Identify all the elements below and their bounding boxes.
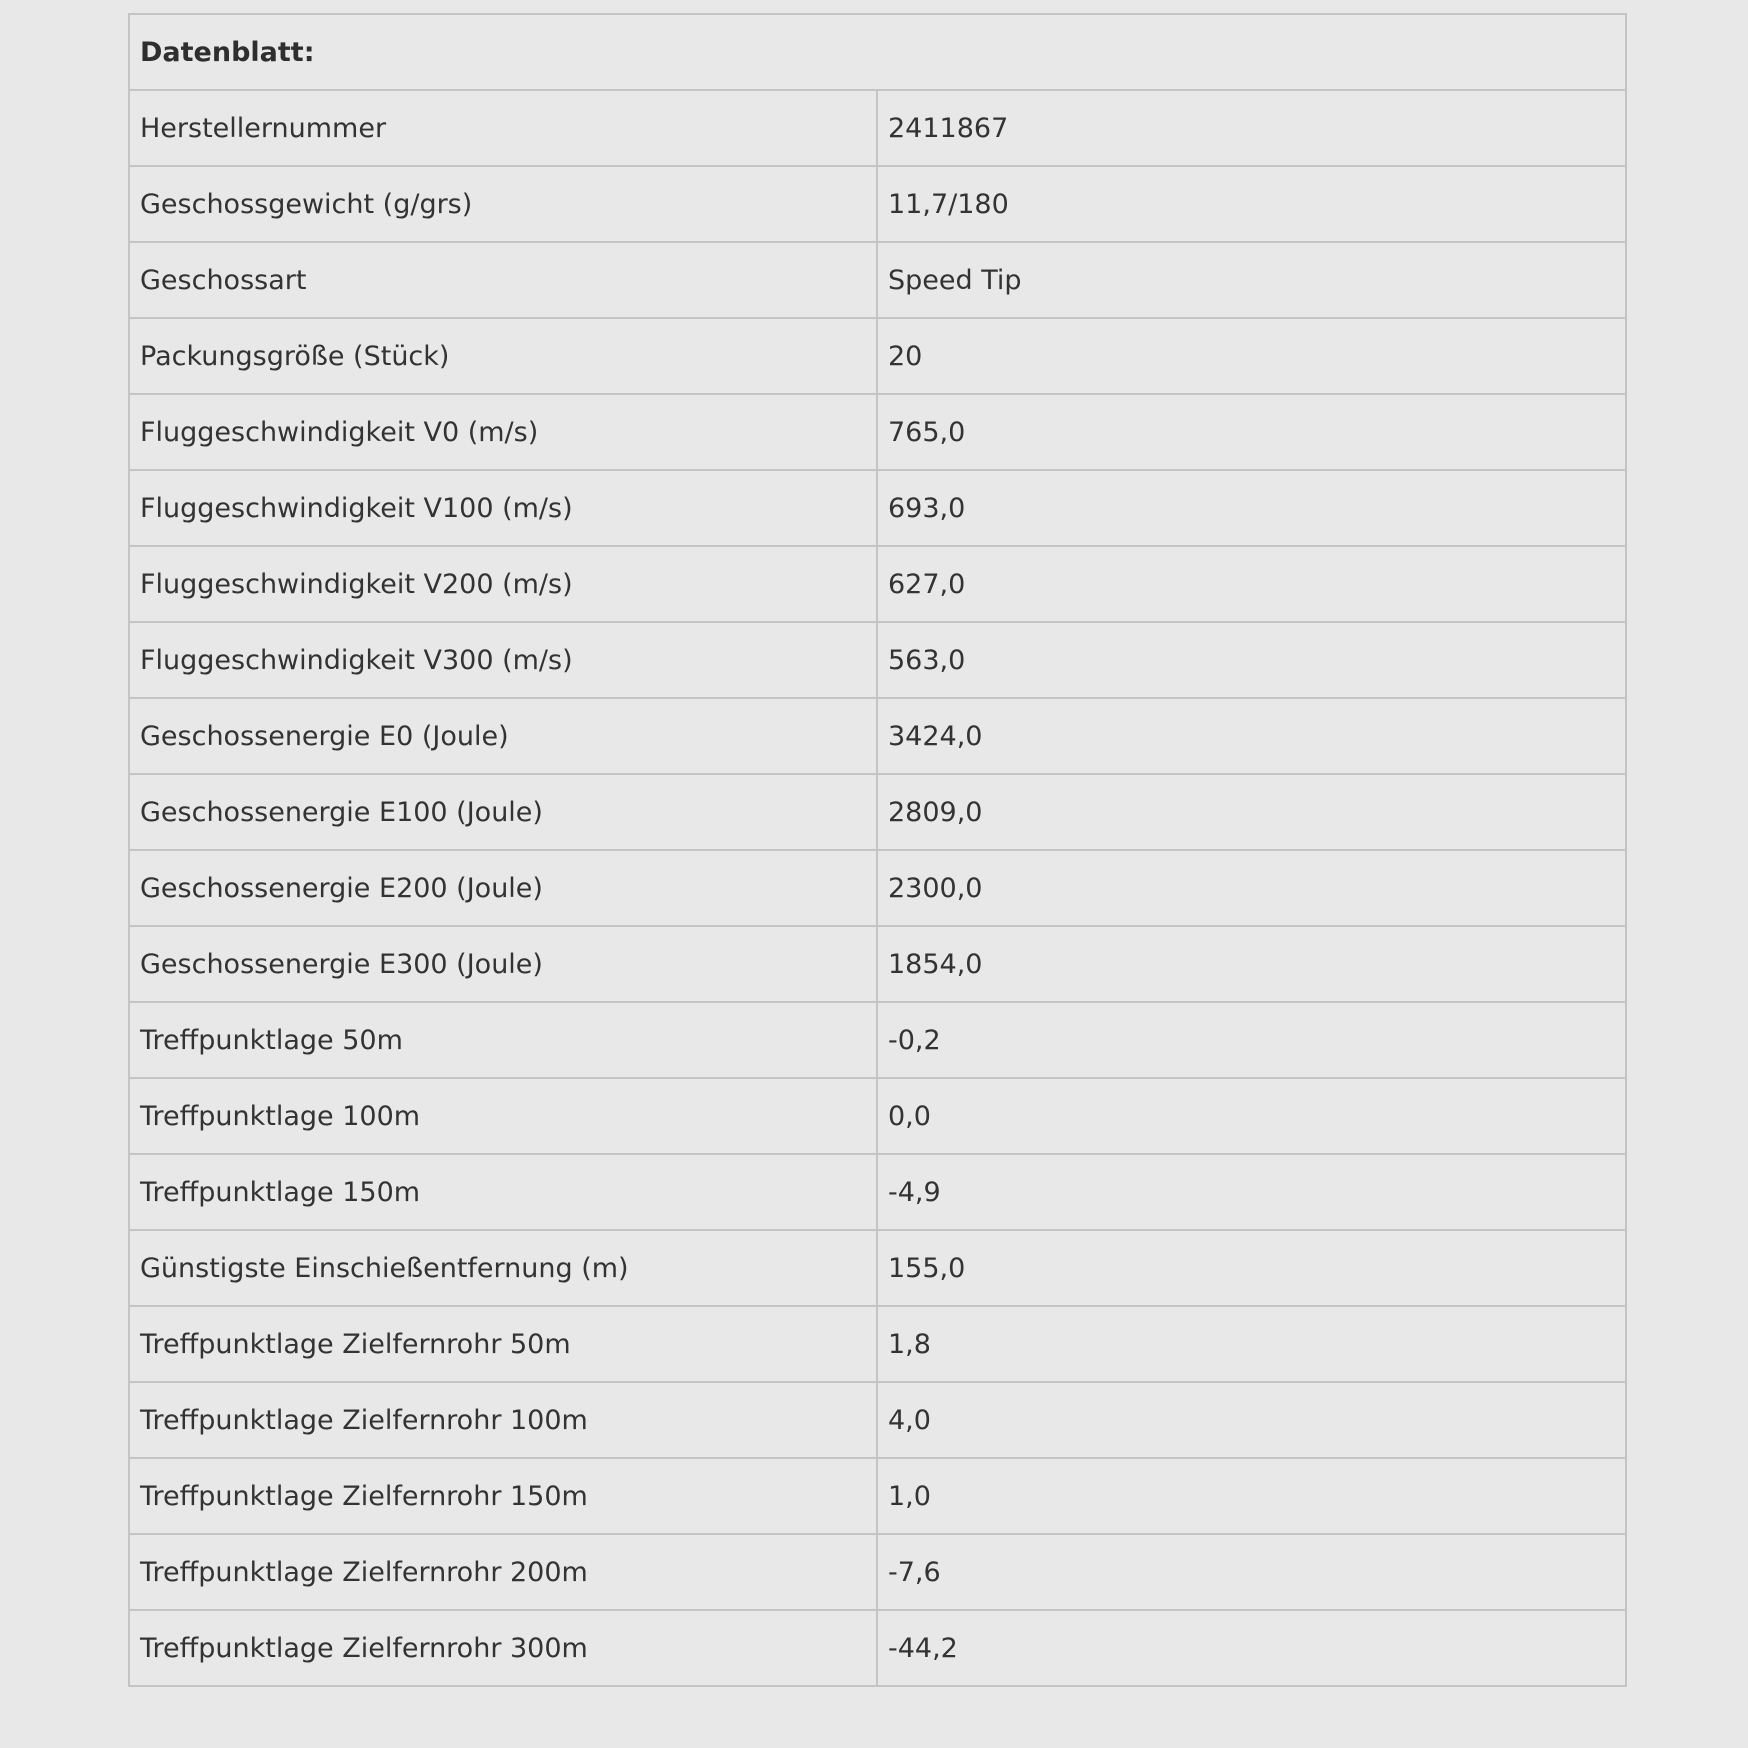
row-value: -0,2	[877, 1002, 1626, 1078]
table-row	[129, 698, 1626, 774]
row-value: 155,0	[877, 1230, 1626, 1306]
table-row	[129, 1382, 1626, 1458]
row-label: Fluggeschwindigkeit V300 (m/s)	[129, 622, 877, 698]
row-value: 2300,0	[877, 850, 1626, 926]
table-row	[129, 90, 1626, 166]
row-label: Geschossenergie E0 (Joule)	[129, 698, 877, 774]
row-label: Günstigste Einschießentfernung (m)	[129, 1230, 877, 1306]
row-label: Geschossgewicht (g/grs)	[129, 166, 877, 242]
row-label: Geschossenergie E100 (Joule)	[129, 774, 877, 850]
row-label: Treffpunktlage 100m	[129, 1078, 877, 1154]
row-label: Fluggeschwindigkeit V0 (m/s)	[129, 394, 877, 470]
table-row	[129, 850, 1626, 926]
row-value: 1,8	[877, 1306, 1626, 1382]
table-row	[129, 1154, 1626, 1230]
table-row	[129, 774, 1626, 850]
table-row	[129, 242, 1626, 318]
row-value: 627,0	[877, 546, 1626, 622]
datasheet-body	[129, 90, 1626, 1686]
row-value: 4,0	[877, 1382, 1626, 1458]
row-value: Speed Tip	[877, 242, 1626, 318]
table-row	[129, 1306, 1626, 1382]
row-value: 2411867	[877, 90, 1626, 166]
row-label: Treffpunktlage Zielfernrohr 300m	[129, 1610, 877, 1686]
row-label: Treffpunktlage 150m	[129, 1154, 877, 1230]
row-label: Fluggeschwindigkeit V100 (m/s)	[129, 470, 877, 546]
table-row	[129, 318, 1626, 394]
row-label: Geschossart	[129, 242, 877, 318]
row-label: Geschossenergie E200 (Joule)	[129, 850, 877, 926]
row-value: -7,6	[877, 1534, 1626, 1610]
row-label: Fluggeschwindigkeit V200 (m/s)	[129, 546, 877, 622]
row-value: 693,0	[877, 470, 1626, 546]
row-label: Treffpunktlage Zielfernrohr 50m	[129, 1306, 877, 1382]
table-row	[129, 1078, 1626, 1154]
row-value: 11,7/180	[877, 166, 1626, 242]
table-row	[129, 1458, 1626, 1534]
table-row	[129, 1230, 1626, 1306]
row-label: Packungsgröße (Stück)	[129, 318, 877, 394]
table-row	[129, 394, 1626, 470]
row-value: 765,0	[877, 394, 1626, 470]
row-value: 2809,0	[877, 774, 1626, 850]
table-row	[129, 470, 1626, 546]
table-row	[129, 166, 1626, 242]
table-row	[129, 1002, 1626, 1078]
row-value: -44,2	[877, 1610, 1626, 1686]
row-value: 0,0	[877, 1078, 1626, 1154]
table-row	[129, 1534, 1626, 1610]
datasheet-title: Datenblatt:	[129, 14, 1626, 90]
row-label: Treffpunktlage 50m	[129, 1002, 877, 1078]
row-value: 20	[877, 318, 1626, 394]
row-value: 1,0	[877, 1458, 1626, 1534]
row-value: 563,0	[877, 622, 1626, 698]
row-label: Geschossenergie E300 (Joule)	[129, 926, 877, 1002]
table-row	[129, 926, 1626, 1002]
table-row	[129, 546, 1626, 622]
row-value: 3424,0	[877, 698, 1626, 774]
table-row	[129, 622, 1626, 698]
datasheet-header-row	[129, 14, 1626, 90]
table-row	[129, 1610, 1626, 1686]
datasheet-table	[128, 13, 1627, 1687]
row-label: Treffpunktlage Zielfernrohr 150m	[129, 1458, 877, 1534]
row-value: 1854,0	[877, 926, 1626, 1002]
row-label: Treffpunktlage Zielfernrohr 100m	[129, 1382, 877, 1458]
row-value: -4,9	[877, 1154, 1626, 1230]
row-label: Treffpunktlage Zielfernrohr 200m	[129, 1534, 877, 1610]
row-label: Herstellernummer	[129, 90, 877, 166]
